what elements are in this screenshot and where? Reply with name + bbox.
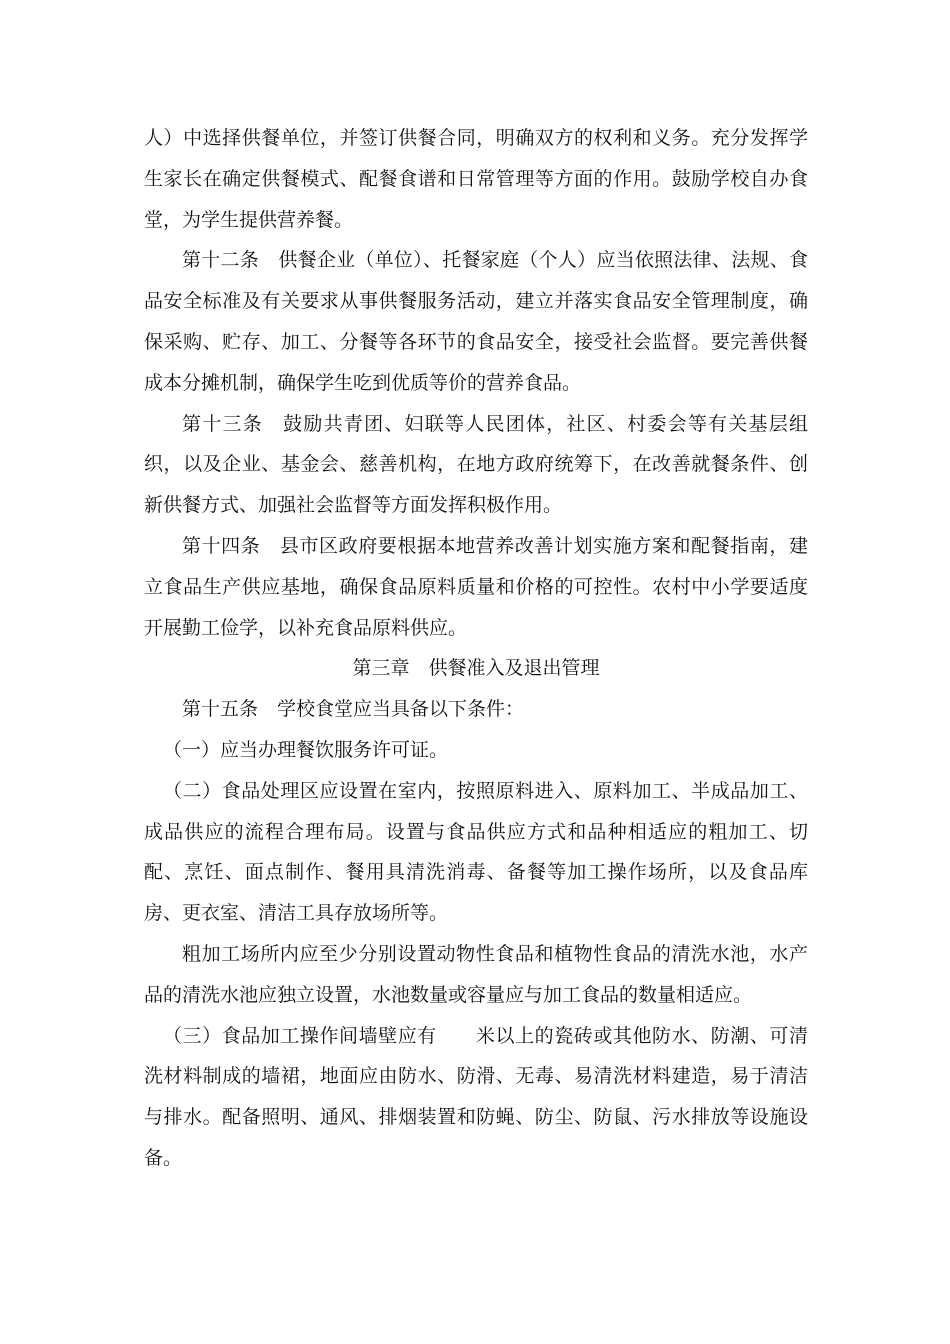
article-12-paragraph: 第十二条 供餐企业（单位）、托餐家庭（个人）应当依照法律、法规、食品安全标准及有关要求从事供餐服务活动，建立并落实食品安全管理制度，确保采购、贮存、加工、分餐等各环节的食品安全，接受社会监督。要完善供餐成本分摊机制，确保学生吃到优质等价的营养食品。	[144, 249, 808, 394]
condition-item-1: （一）应当办理餐饮服务许可证。	[163, 738, 449, 761]
article-14-paragraph: 第十四条 县市区政府要根据本地营养改善计划实施方案和配餐指南，建立食品生产供应基地，确保食品原料质量和价格的可控性。农村中小学要适度开展勤工俭学，以补充食品原料供应。	[144, 534, 808, 639]
article-13-paragraph: 第十三条 鼓励共青团、妇联等人民团体，社区、村委会等有关基层组织，以及企业、基金会、慈善机构，在地方政府统筹下，在改善就餐条件、创新供餐方式、加强社会监督等方面发挥积极作用。	[144, 412, 808, 517]
condition-item-2: （二）食品处理区应设置在室内，按照原料进入、原料加工、半成品加工、成品供应的流程合理布局。设置与食品供应方式和品种相适应的粗加工、切配、烹饪、面点制作、餐用具清洗消毒、备餐等加工操作场所，以及食品库房、更衣室、清洁工具存放场所等。	[144, 779, 808, 925]
chapter-3-heading: 第三章 供餐准入及退出管理	[352, 657, 600, 680]
condition-item-2-note: 粗加工场所内应至少分别设置动物性食品和植物性食品的清洗水池，水产品的清洗水池应独立设置，水池数量或容量应与加工食品的数量相适应。	[144, 942, 808, 1006]
paragraph-continuation: 人）中选择供餐单位，并签订供餐合同，明确双方的权利和义务。充分发挥学生家长在确定供餐模式、配餐食谱和日常管理等方面的作用。鼓励学校自办食堂，为学生提供营养餐。	[144, 127, 808, 231]
document-body	[144, 118, 808, 1179]
condition-item-3: （三）食品加工操作间墙壁应有 米以上的瓷砖或其他防水、防潮、可清洗材料制成的墙裙，地面应由防水、防滑、无毒、易清洗材料建造，易于清洁与排水。配备照明、通风、排烟装置和防蝇、防尘、防鼠、污水排放等设施设备。	[144, 1024, 808, 1169]
article-15-paragraph: 第十五条 学校食堂应当具备以下条件：	[182, 698, 525, 721]
